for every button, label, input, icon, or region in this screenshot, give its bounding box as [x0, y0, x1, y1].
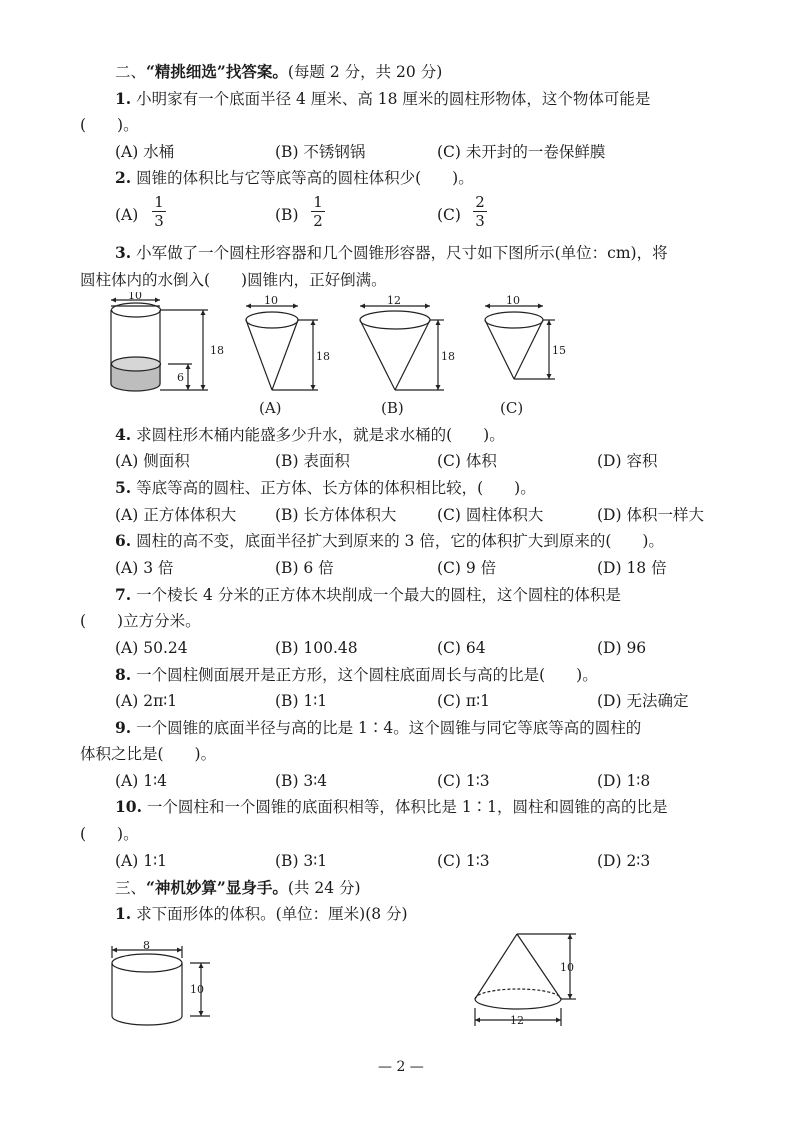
cylinder-height-label: 18: [210, 344, 224, 357]
question-10: [115, 797, 668, 817]
question-text: 小军做了一个圆柱形容器和几个圆锥形容器，尺寸如下图所示(单位：cm)，将: [131, 244, 668, 262]
option-c: (C) 未开封的一卷保鲜膜: [437, 143, 606, 161]
option-b: (B) 不锈钢锅: [275, 143, 366, 161]
option-a: (A): [115, 206, 139, 224]
question-number: 8.: [115, 665, 132, 684]
option-a: (A) 3 倍: [115, 559, 174, 577]
section-scoring: (每题 2 分，共 20 分): [287, 63, 443, 81]
question-text: 一个棱长 4 分米的正方体木块削成一个最大的圆柱，这个圆柱的体积是: [131, 586, 621, 604]
option-c: (C) 9 倍: [437, 559, 497, 577]
option-a: (A) 2π∶1: [115, 692, 178, 710]
option-c: (C) 1∶3: [437, 772, 490, 790]
containers-figure: [0, 292, 794, 422]
section-scoring: (共 24 分): [287, 879, 361, 897]
option-a: (A) 侧面积: [115, 452, 190, 470]
option-d: (D) 2∶3: [597, 852, 651, 870]
option-c: (C) 体积: [437, 452, 497, 470]
option-b: (B) 1∶1: [275, 692, 328, 710]
cone-a-diameter-label: 10: [264, 294, 278, 307]
section-number: 二、: [115, 63, 147, 81]
cylinder-figure: [112, 954, 182, 1025]
volume-figures: [0, 928, 794, 1038]
option-a: (A) 1∶1: [115, 852, 167, 870]
question-text: 一个圆柱和一个圆锥的底面积相等，体积比是 1∶1，圆柱和圆锥的高的比是: [141, 798, 668, 816]
question-number: 5.: [115, 478, 132, 497]
fraction-option-b: [311, 194, 325, 229]
section-title: “神机妙算”显身手。: [146, 878, 288, 897]
question-text: 等底等高的圆柱、正方体、长方体的体积相比较，( )。: [131, 479, 536, 497]
option-d: (D) 18 倍: [597, 559, 667, 577]
denominator: 3: [475, 212, 485, 230]
question-text: 一个圆柱侧面展开是正方形，这个圆柱底面周长与高的比是( )。: [131, 666, 598, 684]
question-number: 9.: [115, 718, 132, 737]
cone-a-height-label: 18: [316, 350, 330, 363]
section-number: 三、: [115, 879, 147, 897]
question-number: 1.: [115, 89, 132, 108]
denominator: 3: [154, 212, 164, 230]
question-text: 求圆柱形木桶内能盛多少升水，就是求水桶的( )。: [131, 426, 505, 444]
cone-height-label: 10: [560, 961, 574, 974]
question-number: 1.: [115, 904, 132, 923]
cylinder-height-label: 10: [190, 983, 204, 996]
option-b: (B) 100.48: [275, 639, 358, 657]
question-number: 2.: [115, 168, 132, 187]
question-text: 小明家有一个底面半径 4 厘米、高 18 厘米的圆柱形物体，这个物体可能是: [131, 90, 651, 108]
option-c: (C) π∶1: [437, 692, 490, 710]
question-number: 4.: [115, 425, 132, 444]
option-c: (C): [437, 206, 461, 224]
option-b: (B) 3∶4: [275, 772, 328, 790]
numerator: 1: [154, 193, 164, 211]
cylinder-diameter-label: 8: [143, 939, 150, 952]
section-title: “精挑细选”找答案。: [146, 62, 288, 81]
section-3-question-1: [115, 904, 408, 924]
cylinder-diameter-label: 10: [128, 292, 142, 302]
cylinder-container: [111, 303, 161, 391]
question-1-continuation: ( )。: [80, 116, 139, 134]
option-b: (B): [275, 206, 299, 224]
cone-b-caption: (B): [381, 399, 404, 417]
section-2-heading: [115, 62, 442, 82]
question-7: [115, 585, 621, 605]
question-number: 6.: [115, 531, 132, 550]
cone-c-height-label: 15: [552, 344, 566, 357]
cone-c-caption: (C): [500, 399, 524, 417]
cone-figure: [475, 934, 561, 1009]
question-text: 圆锥的体积比与它等底等高的圆柱体积少( )。: [131, 169, 474, 187]
page-number: — 2 —: [378, 1059, 424, 1075]
question-number: 7.: [115, 585, 132, 604]
option-d: (D) 容积: [597, 452, 658, 470]
question-10-continuation: ( )。: [80, 825, 139, 843]
cone-b-diameter-label: 12: [387, 294, 401, 307]
question-5: [115, 478, 536, 498]
question-text: 圆柱的高不变，底面半径扩大到原来的 3 倍，它的体积扩大到原来的( )。: [131, 532, 664, 550]
question-9: [115, 718, 641, 738]
option-a: (A) 50.24: [115, 639, 188, 657]
option-a: (A) 水桶: [115, 143, 175, 161]
option-a: (A) 正方体体积大: [115, 506, 237, 524]
option-d: (D) 1∶8: [597, 772, 651, 790]
option-b: (B) 6 倍: [275, 559, 334, 577]
question-text: 一个圆锥的底面半径与高的比是 1∶4。这个圆锥与同它等底等高的圆柱的: [131, 719, 642, 737]
option-d: (D) 无法确定: [597, 692, 689, 710]
question-9-continuation: 体积之比是( )。: [80, 745, 217, 763]
option-d: (D) 体积一样大: [597, 506, 704, 524]
question-8: [115, 665, 598, 685]
question-1: [115, 89, 650, 109]
water-height-label: 6: [177, 371, 184, 384]
cone-a: [246, 312, 298, 390]
question-text: 求下面形体的体积。(单位：厘米)(8 分): [131, 905, 408, 923]
cone-a-caption: (A): [259, 399, 282, 417]
fraction-option-a: [152, 194, 166, 229]
option-d: (D) 96: [597, 639, 647, 657]
cone-b: [360, 311, 430, 390]
fraction-option-c: [473, 194, 487, 229]
question-4: [115, 425, 505, 445]
question-6: [115, 531, 664, 551]
denominator: 2: [313, 212, 323, 230]
question-3-continuation: 圆柱体内的水倒入( )圆锥内，正好倒满。: [80, 271, 387, 289]
cone-diameter-label: 12: [510, 1014, 524, 1027]
question-2: [115, 168, 474, 188]
option-b: (B) 表面积: [275, 452, 350, 470]
numerator: 2: [475, 193, 485, 211]
cone-c: [485, 312, 543, 379]
option-c: (C) 64: [437, 639, 486, 657]
question-7-continuation: ( )立方分米。: [80, 612, 201, 630]
section-3-heading: [115, 878, 361, 898]
option-b: (B) 3∶1: [275, 852, 328, 870]
option-c: (C) 圆柱体积大: [437, 506, 544, 524]
option-c: (C) 1∶3: [437, 852, 490, 870]
question-number: 10.: [115, 797, 142, 816]
question-3: [115, 243, 668, 263]
numerator: 1: [313, 193, 323, 211]
cone-c-diameter-label: 10: [506, 294, 520, 307]
cone-b-height-label: 18: [441, 350, 455, 363]
question-number: 3.: [115, 243, 132, 262]
option-b: (B) 长方体体积大: [275, 506, 397, 524]
option-a: (A) 1∶4: [115, 772, 167, 790]
